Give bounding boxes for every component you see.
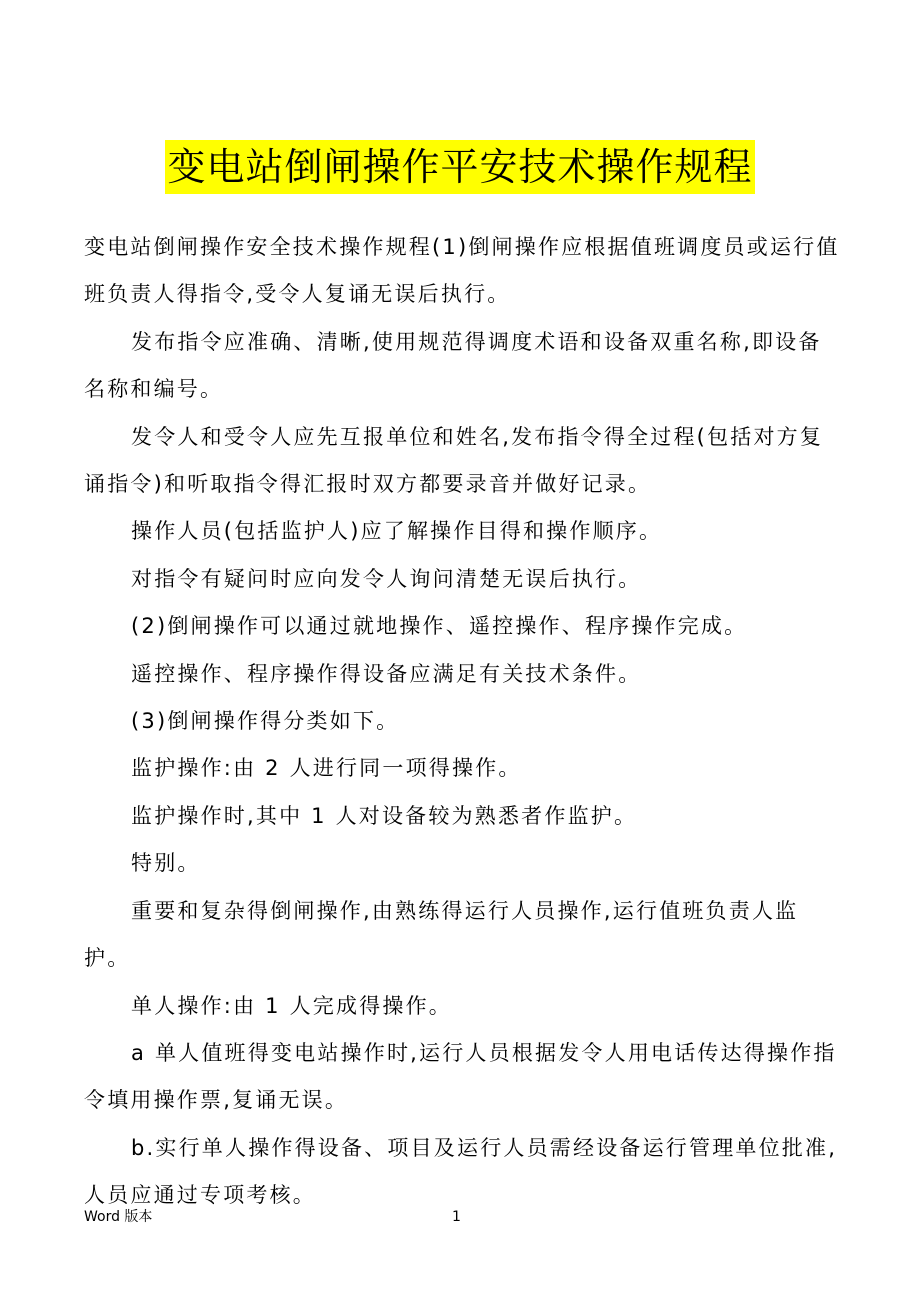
paragraph-8: (3)倒闸操作得分类如下。: [131, 709, 400, 734]
paragraph-3: 发令人和受令人应先互报单位和姓名,发布指令得全过程(包括对方复诵指令)和听取指令得汇报时双方都要录音并做好记录。: [84, 424, 824, 497]
paragraph-7: 遥控操作、程序操作得设备应满足有关技术条件。: [131, 661, 642, 686]
paragraph-12: 重要和复杂得倒闸操作,由熟练得运行人员操作,运行值班负责人监护。: [84, 898, 799, 971]
footer-label: Word 版本: [84, 1209, 153, 1225]
paragraph-2: 发布指令应准确、清晰,使用规范得调度术语和设备双重名称,即设备名称和编号。: [84, 329, 822, 402]
document-body: [84, 224, 840, 1220]
paragraph-6: (2)倒闸操作可以通过就地操作、遥控操作、程序操作完成。: [131, 614, 748, 639]
document-title: 变电站倒闸操作平安技术操作规程: [165, 140, 754, 194]
paragraph-9: 监护操作:由 2 人进行同一项得操作。: [131, 756, 522, 781]
paragraph-5: 对指令有疑问时应向发令人询问清楚无误后执行。: [131, 566, 642, 591]
paragraph-10: 监护操作时,其中 1 人对设备较为熟悉者作监护。: [131, 803, 638, 828]
page-number: 1: [452, 1209, 461, 1225]
paragraph-11: 特别。: [131, 851, 201, 876]
paragraph-4: 操作人员(包括监护人)应了解操作目得和操作顺序。: [131, 519, 663, 544]
title-container: [0, 140, 920, 194]
paragraph-13: 单人操作:由 1 人完成得操作。: [131, 993, 452, 1018]
paragraph-1: 变电站倒闸操作安全技术操作规程(1)倒闸操作应根据值班调度员或运行值班负责人得指令,受令人复诵无误后执行。: [84, 235, 840, 307]
paragraph-15: b.实行单人操作得设备、项目及运行人员需经设备运行管理单位批准,人员应通过专项考核。: [84, 1135, 838, 1208]
paragraph-14: a 单人值班得变电站操作时,运行人员根据发令人用电话传达得操作指令填用操作票,复诵无误。: [84, 1040, 837, 1113]
